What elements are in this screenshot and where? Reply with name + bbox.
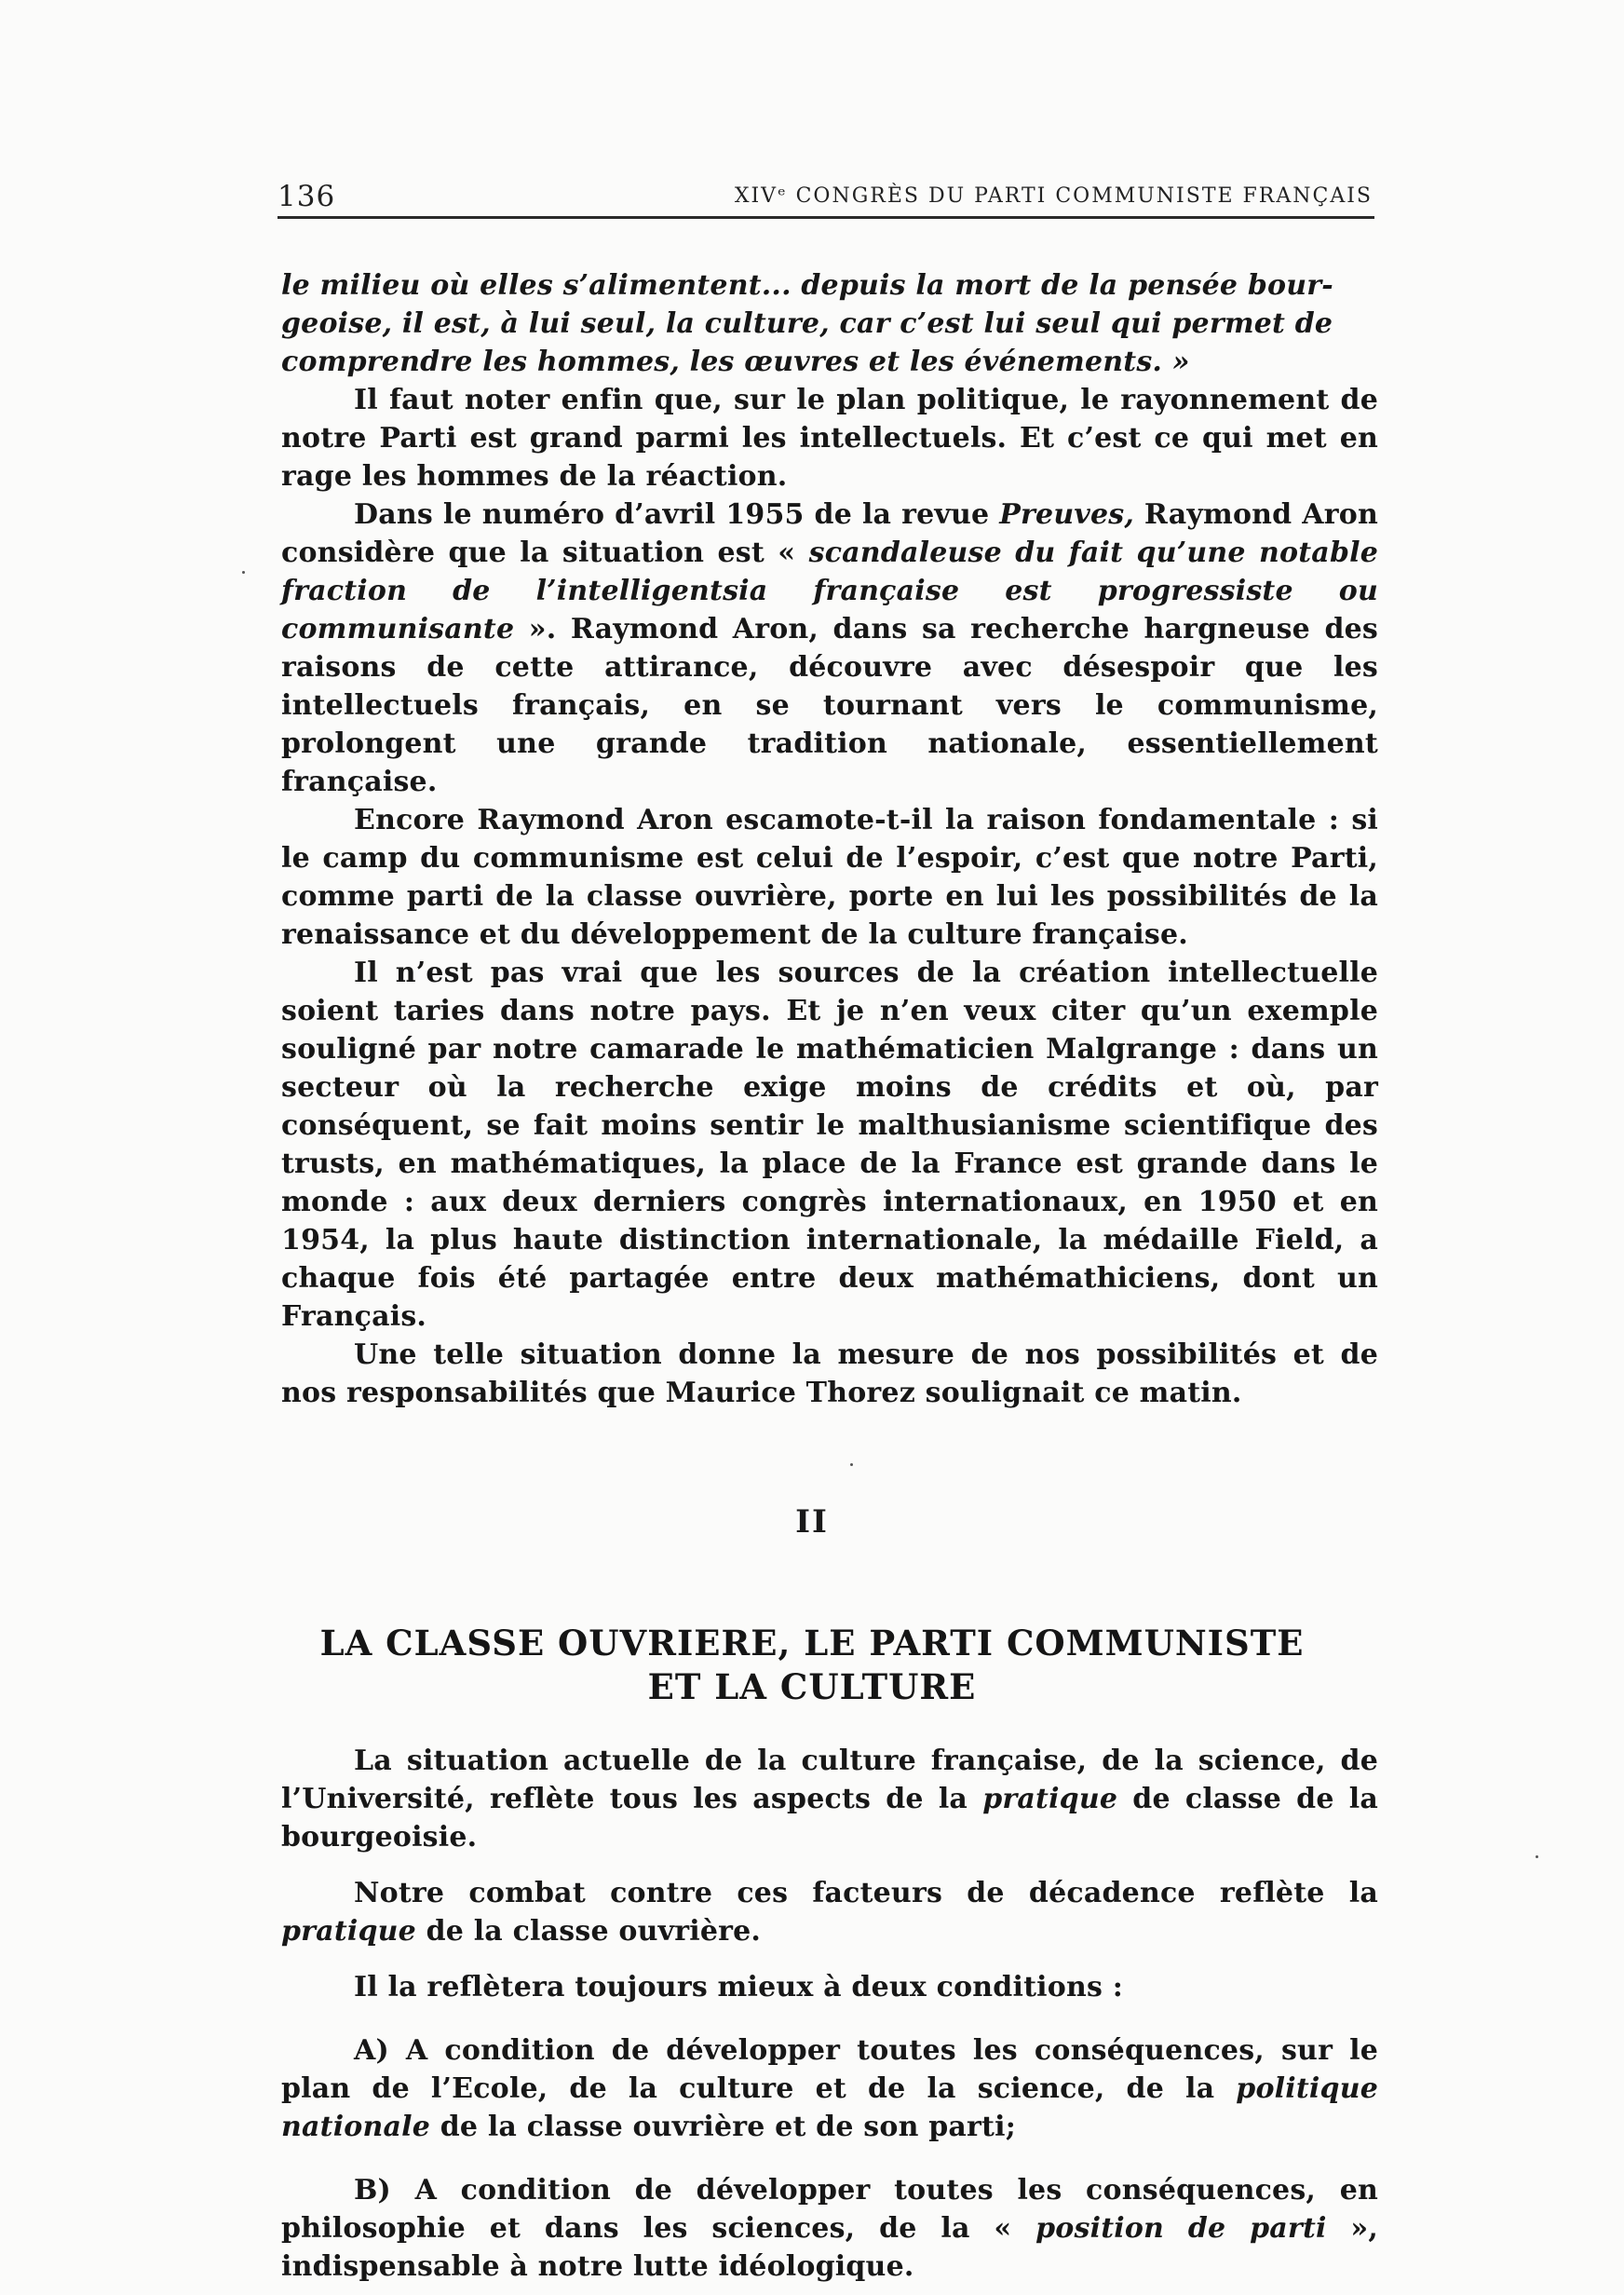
emphasized-pratique: pratique [982, 1783, 1118, 1815]
scan-speck [850, 1463, 853, 1466]
paragraph-combat-end: de la classe ouvrière. [415, 1915, 762, 1948]
quoted-line-2: geoise, il est, à lui seul, la culture, car c’est lui seul qui permet de [281, 307, 1333, 340]
condition-a [281, 2031, 1378, 2146]
section-title-line-1: LA CLASSE OUVRIERE, LE PARTI COMMUNISTE [319, 1623, 1305, 1664]
paragraph-aron-conclusion: ». Raymond Aron, dans sa recherche hargneuse des raisons de cette attirance, découvre avec désespoir que les intellectuels français, en se tournant vers le communisme, prolongent une grande tradition nationale, essentiellement française. [281, 613, 1378, 798]
paragraph-two-conditions: Il la reflètera toujours mieux à deux conditions : [354, 1971, 1123, 2003]
condition-a-end: de la classe ouvrière et de son parti; [430, 2111, 1016, 2143]
section-number: II [795, 1503, 829, 1541]
paragraph-current-situation [281, 1742, 1378, 1856]
condition-b [281, 2171, 1378, 2286]
aron-quotation: scandaleuse du fait qu’une notable fraction de l’intelligentsia française est progressiste ou communisante [281, 536, 1379, 645]
paragraph-spacing [281, 1950, 1378, 1968]
scan-speck [242, 571, 245, 574]
emphasized-national-policy: politique nationale [281, 2072, 1378, 2143]
paragraph-spacing [281, 1856, 1378, 1874]
paragraph-mathematics-example: Il n’est pas vrai que les sources de la création intellectuelle soient taries dans notre pays. Et je n’en veux citer qu’un exemple souligné par notre camarade le mathématicien Malgrange : dans un secteur où la recherche exige moins de crédits et où, par conséquent, se fait moins sentir le malthusianisme scientifique des trusts, en mathématiques, la place de la France est grande dans le monde : aux deux derniers congrès internationaux, en 1950 et en 1954, la plus haute distinction internationale, la médaille Field, a chaque fois été partagée entre deux mathémathiciens, dont un Français. [281, 957, 1378, 1333]
paragraph-current-situation-end: de classe de la bourgeoisie. [281, 1783, 1378, 1854]
condition-b-end: », indispensable à notre lutte idéologique. [281, 2212, 1378, 2283]
running-title: XIVᵉ CONGRÈS DU PARTI COMMUNISTE FRANÇAIS [734, 184, 1373, 208]
paragraph-fundamental-reason: Encore Raymond Aron escamote-t-il la raison fondamentale : si le camp du communisme est celui de l’espoir, c’est que notre Parti, comme parti de la classe ouvrière, porte en lui les possibilités de la renaissance et du développement de la culture française. [281, 804, 1378, 951]
paragraph-aron-preuves [281, 496, 1378, 801]
lower-text-block [281, 1742, 1378, 2286]
paragraph-aron-middle: Raymond Aron considère que la situation est « [281, 498, 1378, 569]
review-title-preuves: Preuves, [999, 498, 1134, 531]
page-header [277, 170, 1374, 219]
paragraph-responsibilities: Une telle situation donne la mesure de nos possibilités et de nos responsabilités que Maurice Thorez soulignait ce matin. [281, 1338, 1378, 1409]
paragraph-aron-lead: Dans le numéro d’avril 1955 de la revue [354, 498, 1000, 531]
paragraph-current-situation-lead: La situation actuelle de la culture française, de la science, de l’Université, reflète tous les aspects de la [281, 1745, 1378, 1815]
quoted-line-1: le milieu où elles s’alimentent... depuis la mort de la pensée bour- [281, 269, 1333, 302]
emphasized-party-position: position de parti [1035, 2212, 1327, 2245]
paragraph-spacing [281, 2006, 1378, 2031]
paragraph-spacing [281, 2146, 1378, 2171]
quoted-line-3: comprendre les hommes, les œuvres et les événements. » [281, 346, 1190, 378]
emphasized-pratique-worker: pratique [281, 1915, 416, 1948]
paragraph-rayonnement: Il faut noter enfin que, sur le plan politique, le rayonnement de notre Parti est grand parmi les intellectuels. Et c’est ce qui met en rage les hommes de la réaction. [281, 384, 1378, 493]
condition-a-lead: A) A condition de développer toutes les conséquences, sur le plan de l’Ecole, de la culture et de la science, de la [281, 2034, 1378, 2105]
section-title-line-2: ET LA CULTURE [647, 1666, 977, 1707]
condition-b-lead: B) A condition de développer toutes les conséquences, en philosophie et dans les sciences, de la « [281, 2174, 1378, 2245]
paragraph-combat [281, 1874, 1378, 1950]
paragraph-combat-lead: Notre combat contre ces facteurs de décadence reflète la [354, 1877, 1378, 1909]
page-number: 136 [277, 180, 336, 213]
section-title [0, 1622, 1624, 1709]
scan-speck [1536, 1855, 1538, 1858]
upper-text-block [281, 266, 1378, 1412]
